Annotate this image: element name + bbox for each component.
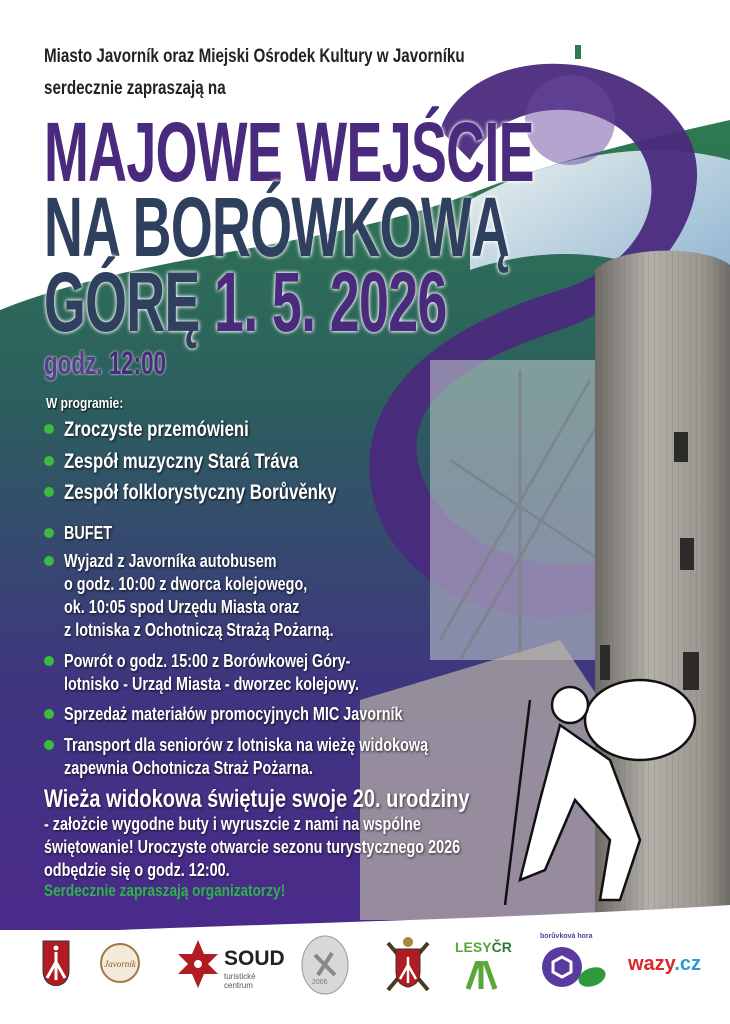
bullet-icon [44,709,54,719]
list-item: Transport dla seniorów z lotniska na wieżę widokową zapewnia Ochotnicza Straż Pożarna. [44,734,519,780]
anniversary-text: - założcie wygodne buty i wyruszcie z nami na wspólne świętowanie! Uroczyste otwarcie sezonu turystycznego 2026 odbędzie się o godz. 12:00. [44,814,461,880]
list-item: Zespół muzyczny Stará Tráva [44,450,357,474]
event-date: 1. 5. 2026 [214,255,447,349]
bullet-icon [44,528,54,538]
list-item: BUFET [44,522,124,545]
event-time: godz. 12:00 [44,345,166,381]
closing-line: Serdecznie zapraszają organizatorzy! [44,881,286,900]
bullet-icon [44,456,54,466]
list-item: Wyjazd z Javorníka autobusem o godz. 10:00 z dworca kolejowego, ok. 10:05 spod Urzędu Miasta oraz z lotniska z Ochotniczą Strażą Pożarną. [44,550,401,642]
program-heading: W programie: [46,395,124,412]
boruvkova-hora-logo: borůvková hora [538,935,608,995]
title-line-1: MAJOWE WEJŚCIE [44,105,534,199]
javornik-coat-of-arms-logo [42,935,70,995]
list-item: Sprzedaż materiałów promocyjnych MIC Javorník [44,703,487,726]
list-item: Powrót o godz. 15:00 z Borówkowej Góry- lotnisko - Urząd Miasta - dworzec kolejowy. [44,650,433,696]
title-line-2: NA BORÓWKOWĄ [44,180,510,274]
mks-javornik-logo [100,935,140,995]
anniversary-seal-logo: 2006 [300,935,350,995]
organizers-line: Miasto Javorník oraz Miejski Ośrodek Kultury w Javorníku [44,46,465,67]
lesy-cr-logo: LESYČR [453,935,513,995]
javornik-emblem-logo [383,935,433,995]
bullet-icon [44,740,54,750]
title-line-3 [44,255,447,349]
tower-window [674,432,688,462]
anniversary-headline: Wieża widokowa świętuje swoje 20. urodziny [44,785,470,813]
title-word: GÓRĘ [44,255,200,349]
invite-line: serdecznie zapraszają na [44,78,226,99]
svg-text:Javorník: Javorník [104,959,136,969]
bullet-icon [44,556,54,566]
soud-logo: SOUD turistické centrum [178,935,278,995]
bullet-icon [44,656,54,666]
bullet-icon [44,487,54,497]
wazy-cz-logo: wazy.cz [628,953,702,975]
list-item: Zespół folklorystyczny Borůvěnky [44,481,405,505]
bullet-icon [44,424,54,434]
list-item: Zroczyste przemówieni [44,418,295,442]
